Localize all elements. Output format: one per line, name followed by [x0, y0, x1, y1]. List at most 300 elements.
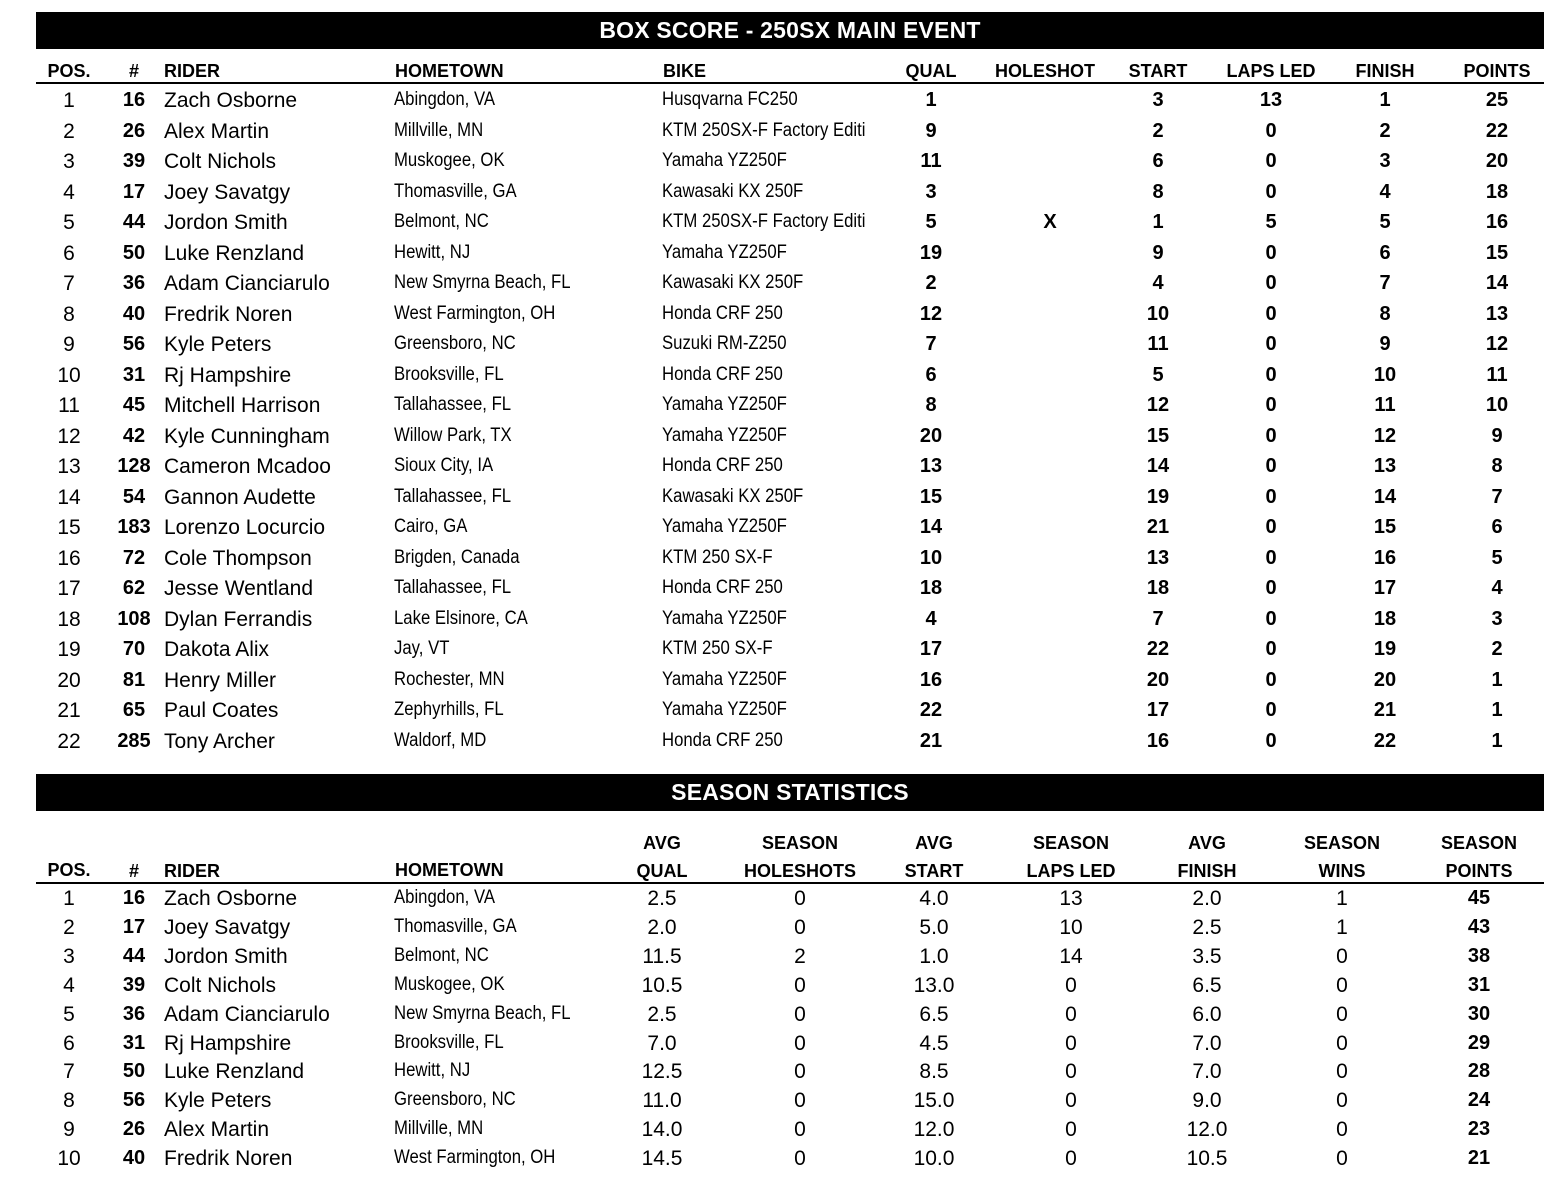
- laps-led-cell: 0: [1265, 333, 1277, 355]
- pos-cell: 6: [63, 1031, 75, 1055]
- laps-led-cell: 0: [1065, 1060, 1077, 1084]
- start-cell: 6: [1152, 150, 1164, 172]
- avg-finish-cell: 3.5: [1192, 944, 1222, 968]
- number-cell: 31: [122, 363, 146, 386]
- bike-cell: Yamaha YZ250F: [662, 394, 787, 415]
- number-cell: 54: [122, 485, 146, 508]
- finish-cell: 22: [1373, 729, 1397, 752]
- laps-led-cell: 13: [1059, 887, 1083, 910]
- season-stats-title-bar: [36, 774, 1544, 811]
- pos-cell: 5: [63, 1002, 75, 1026]
- wins-cell: 1: [1336, 887, 1348, 910]
- bike-cell: Kawasaki KX 250F: [662, 180, 804, 202]
- pos-cell: 22: [57, 729, 81, 753]
- rider-cell: Gannon Audette: [164, 485, 316, 509]
- laps-led-cell: 0: [1265, 516, 1277, 538]
- hometown-cell: New Smyrna Beach, FL: [394, 272, 571, 293]
- avg-start-cell: 4.5: [919, 1031, 949, 1055]
- rider-cell: Luke Renzland: [164, 241, 305, 265]
- bike-cell: Yamaha YZ250F: [662, 699, 787, 720]
- laps-led-cell: 0: [1265, 577, 1277, 599]
- table-row: [0, 1032, 1544, 1062]
- table-row: [0, 547, 1544, 577]
- avg-finish-cell: 2.5: [1192, 915, 1222, 939]
- pos-cell: 9: [63, 1118, 75, 1142]
- hometown-cell: Muskogee, OK: [394, 973, 505, 995]
- number-cell: 108: [117, 607, 151, 630]
- points-cell: 8: [1491, 455, 1503, 477]
- avg-qual-cell: 12.5: [641, 1060, 683, 1084]
- avg-qual-cell: 2.5: [647, 1002, 677, 1026]
- rider-cell: Tony Archer: [164, 729, 275, 753]
- finish-cell: 12: [1373, 424, 1397, 447]
- header-points-2: POINTS: [1445, 861, 1513, 881]
- rider-cell: Kyle Peters: [164, 333, 272, 356]
- points-cell: 24: [1467, 1089, 1491, 1112]
- hometown-cell: Thomasville, GA: [394, 180, 517, 202]
- header-bike: BIKE: [663, 61, 707, 81]
- points-cell: 18: [1485, 180, 1509, 203]
- table-row: [0, 425, 1544, 455]
- finish-cell: 20: [1373, 668, 1397, 691]
- pos-cell: 19: [57, 638, 81, 661]
- holeshots-cell: 0: [794, 887, 806, 910]
- hometown-cell: Jay, VT: [394, 638, 450, 659]
- finish-cell: 9: [1379, 333, 1391, 355]
- hometown-cell: New Smyrna Beach, FL: [394, 1002, 571, 1024]
- avg-finish-cell: 10.5: [1186, 1147, 1228, 1171]
- holeshots-cell: 0: [794, 1118, 806, 1142]
- hometown-cell: West Farmington, OH: [394, 302, 556, 324]
- table-row: [0, 455, 1544, 485]
- qual-cell: 1: [925, 89, 937, 111]
- header-pos: POS.: [47, 61, 91, 81]
- pos-cell: 5: [63, 211, 75, 234]
- bike-cell: Husqvarna FC250: [662, 89, 798, 110]
- header-hometown: HOMETOWN: [395, 61, 504, 81]
- hometown-cell: West Farmington, OH: [394, 1147, 556, 1169]
- header-avg-start-1: AVG: [915, 833, 953, 853]
- laps-led-cell: 0: [1065, 1002, 1077, 1026]
- header-rider: RIDER: [164, 861, 221, 881]
- header-pos: POS.: [47, 860, 91, 880]
- qual-cell: 20: [919, 424, 943, 447]
- points-cell: 6: [1491, 516, 1503, 538]
- avg-finish-cell: 6.5: [1192, 973, 1222, 997]
- pos-cell: 15: [57, 516, 81, 539]
- pos-cell: 12: [57, 424, 81, 448]
- header-holeshots-2: HOLESHOTS: [743, 861, 856, 881]
- rider-cell: Luke Renzland: [164, 1060, 305, 1084]
- header-hometown: HOMETOWN: [395, 860, 504, 880]
- laps-led-cell: 13: [1259, 89, 1283, 111]
- header-avg-qual-2: QUAL: [636, 861, 688, 881]
- header-divider: [36, 82, 1544, 84]
- laps-led-cell: 0: [1265, 424, 1277, 447]
- table-row: [0, 211, 1544, 241]
- start-cell: 1: [1152, 211, 1164, 233]
- qual-cell: 17: [919, 638, 943, 660]
- bike-cell: KTM 250 SX-F: [662, 638, 773, 659]
- rider-cell: Zach Osborne: [164, 89, 298, 112]
- finish-cell: 15: [1373, 516, 1397, 538]
- avg-finish-cell: 7.0: [1192, 1060, 1222, 1084]
- start-cell: 3: [1152, 89, 1164, 111]
- avg-start-cell: 12.0: [913, 1118, 955, 1142]
- number-cell: 40: [122, 302, 146, 325]
- laps-led-cell: 0: [1265, 363, 1277, 386]
- pos-cell: 4: [63, 180, 75, 204]
- qual-cell: 12: [919, 302, 943, 325]
- holeshots-cell: 0: [794, 1089, 806, 1113]
- hometown-cell: Brooksville, FL: [394, 1031, 504, 1053]
- number-cell: 42: [122, 424, 146, 447]
- points-cell: 13: [1485, 302, 1509, 325]
- points-cell: 22: [1485, 119, 1509, 142]
- number-cell: 36: [122, 272, 146, 294]
- table-row: [0, 887, 1544, 917]
- pos-cell: 2: [63, 915, 75, 939]
- hometown-cell: Cairo, GA: [394, 516, 468, 537]
- pos-cell: 1: [63, 887, 75, 910]
- laps-led-cell: 0: [1065, 1089, 1077, 1113]
- hometown-cell: Millville, MN: [394, 1118, 484, 1140]
- points-cell: 7: [1491, 485, 1503, 508]
- laps-led-cell: 0: [1265, 668, 1277, 691]
- table-row: [0, 669, 1544, 699]
- header-avg-qual-1: AVG: [643, 833, 681, 853]
- wins-cell: 0: [1336, 973, 1348, 997]
- avg-start-cell: 13.0: [913, 973, 955, 997]
- start-cell: 21: [1146, 516, 1170, 538]
- hometown-cell: Waldorf, MD: [394, 729, 487, 751]
- number-cell: 40: [122, 1147, 146, 1170]
- hometown-cell: Tallahassee, FL: [394, 485, 512, 507]
- wins-cell: 0: [1336, 1060, 1348, 1084]
- table-row: [0, 1003, 1544, 1033]
- avg-finish-cell: 7.0: [1192, 1031, 1222, 1055]
- laps-led-cell: 5: [1265, 211, 1277, 233]
- pos-cell: 8: [63, 302, 75, 326]
- avg-start-cell: 6.5: [919, 1002, 949, 1026]
- qual-cell: 2: [925, 272, 937, 294]
- avg-start-cell: 4.0: [919, 887, 949, 910]
- header-qual: QUAL: [905, 61, 957, 81]
- qual-cell: 18: [919, 577, 943, 599]
- number-cell: 36: [122, 1002, 146, 1025]
- table-row: [0, 916, 1544, 946]
- table-row: [0, 120, 1544, 150]
- avg-start-cell: 5.0: [919, 915, 949, 939]
- hometown-cell: Belmont, NC: [394, 944, 489, 966]
- points-cell: 11: [1486, 363, 1508, 386]
- start-cell: 11: [1147, 333, 1169, 355]
- pos-cell: 8: [63, 1089, 75, 1113]
- points-cell: 30: [1467, 1002, 1491, 1025]
- table-row: [0, 150, 1544, 180]
- qual-cell: 15: [919, 485, 943, 508]
- hometown-cell: Brooksville, FL: [394, 363, 504, 385]
- finish-cell: 2: [1379, 119, 1391, 142]
- qual-cell: 11: [920, 150, 942, 172]
- start-cell: 20: [1146, 668, 1170, 691]
- bike-cell: Yamaha YZ250F: [662, 516, 787, 537]
- header-laps-led-1: SEASON: [1032, 833, 1110, 853]
- points-cell: 21: [1467, 1147, 1491, 1170]
- header-avg-start-2: START: [904, 861, 964, 881]
- laps-led-cell: 0: [1265, 546, 1277, 569]
- header-num: #: [128, 61, 139, 81]
- avg-qual-cell: 11.0: [642, 1089, 682, 1113]
- finish-cell: 17: [1373, 577, 1397, 599]
- rider-cell: Alex Martin: [164, 119, 270, 143]
- pos-cell: 9: [63, 333, 75, 356]
- finish-cell: 4: [1379, 180, 1391, 203]
- number-cell: 56: [122, 1089, 146, 1112]
- holeshots-cell: 0: [794, 1031, 806, 1055]
- holeshots-cell: 2: [794, 944, 806, 968]
- holeshots-cell: 0: [794, 1060, 806, 1084]
- number-cell: 70: [122, 638, 146, 660]
- laps-led-cell: 0: [1065, 1031, 1077, 1055]
- qual-cell: 6: [925, 363, 937, 386]
- header-wins-2: WINS: [1318, 861, 1366, 881]
- number-cell: 44: [122, 211, 146, 233]
- bike-cell: Yamaha YZ250F: [662, 150, 787, 171]
- header-rider: RIDER: [164, 61, 221, 81]
- table-row: [0, 364, 1544, 394]
- bike-cell: Honda CRF 250: [662, 302, 783, 324]
- table-row: [0, 730, 1544, 760]
- rider-cell: Dakota Alix: [164, 638, 270, 661]
- rider-cell: Fredrik Noren: [164, 1147, 293, 1171]
- finish-cell: 13: [1373, 455, 1397, 477]
- wins-cell: 0: [1336, 1031, 1348, 1055]
- bike-cell: Yamaha YZ250F: [662, 424, 787, 446]
- avg-qual-cell: 14.0: [641, 1118, 683, 1142]
- table-row: [0, 1118, 1544, 1148]
- hometown-cell: Greensboro, NC: [394, 333, 516, 354]
- avg-finish-cell: 6.0: [1192, 1002, 1222, 1026]
- avg-qual-cell: 11.5: [642, 944, 682, 968]
- points-cell: 28: [1467, 1060, 1491, 1083]
- start-cell: 14: [1146, 455, 1170, 477]
- table-row: [0, 638, 1544, 668]
- rider-cell: Jordon Smith: [164, 944, 288, 968]
- rider-cell: Colt Nichols: [164, 150, 277, 173]
- points-cell: 25: [1485, 89, 1509, 111]
- start-cell: 2: [1152, 119, 1164, 142]
- points-cell: 9: [1491, 424, 1503, 447]
- table-row: [0, 394, 1544, 424]
- pos-cell: 7: [63, 1060, 75, 1084]
- rider-cell: Kyle Peters: [164, 1089, 272, 1113]
- bike-cell: Suzuki RM-Z250: [662, 333, 787, 354]
- avg-start-cell: 8.5: [919, 1060, 949, 1084]
- points-cell: 1: [1491, 729, 1503, 752]
- number-cell: 50: [122, 241, 146, 264]
- pos-cell: 13: [57, 455, 81, 478]
- table-row: [0, 1089, 1544, 1119]
- rider-cell: Adam Cianciarulo: [164, 1002, 330, 1026]
- laps-led-cell: 10: [1059, 915, 1083, 939]
- rider-cell: Mitchell Harrison: [164, 394, 321, 417]
- avg-finish-cell: 12.0: [1186, 1118, 1228, 1142]
- number-cell: 128: [117, 455, 151, 477]
- rider-cell: Joey Savatgy: [164, 180, 291, 204]
- qual-cell: 19: [919, 241, 943, 264]
- number-cell: 17: [122, 915, 146, 938]
- laps-led-cell: 14: [1059, 944, 1083, 968]
- number-cell: 62: [122, 577, 146, 599]
- pos-cell: 17: [57, 577, 81, 600]
- points-cell: 29: [1467, 1031, 1491, 1054]
- number-cell: 50: [122, 1060, 146, 1083]
- laps-led-cell: 0: [1265, 607, 1277, 630]
- header-laps-led: LAPS LED: [1226, 61, 1316, 81]
- start-cell: 12: [1146, 394, 1170, 416]
- wins-cell: 0: [1336, 944, 1348, 968]
- start-cell: 9: [1152, 241, 1164, 264]
- wins-cell: 1: [1336, 915, 1348, 939]
- avg-qual-cell: 2.0: [647, 915, 677, 939]
- rider-cell: Cole Thompson: [164, 546, 312, 570]
- qual-cell: 22: [919, 699, 943, 721]
- number-cell: 17: [122, 180, 146, 203]
- header-wins-1: SEASON: [1303, 833, 1381, 853]
- avg-start-cell: 10.0: [913, 1147, 955, 1171]
- bike-cell: Honda CRF 250: [662, 455, 783, 476]
- laps-led-cell: 0: [1265, 302, 1277, 325]
- rider-cell: Rj Hampshire: [164, 1031, 292, 1055]
- pos-cell: 11: [58, 394, 80, 417]
- holeshots-cell: 0: [794, 1002, 806, 1026]
- points-cell: 3: [1491, 607, 1503, 630]
- bike-cell: Honda CRF 250: [662, 729, 783, 751]
- finish-cell: 3: [1379, 150, 1391, 172]
- header-divider: [36, 882, 1544, 884]
- number-cell: 72: [122, 546, 146, 569]
- number-cell: 26: [122, 119, 146, 142]
- hometown-cell: Abingdon, VA: [394, 887, 496, 908]
- hometown-cell: Tallahassee, FL: [394, 394, 512, 415]
- hometown-cell: Willow Park, TX: [394, 424, 512, 446]
- table-row: [0, 577, 1544, 607]
- rider-cell: Adam Cianciarulo: [164, 272, 330, 295]
- box-score-title: BOX SCORE - 250SX MAIN EVENT: [599, 17, 981, 43]
- table-row: [0, 181, 1544, 211]
- start-cell: 13: [1146, 546, 1170, 569]
- laps-led-cell: 0: [1265, 394, 1277, 416]
- header-holeshot: HOLESHOT: [994, 61, 1095, 81]
- header-laps-led-2: LAPS LED: [1026, 861, 1116, 881]
- number-cell: 39: [122, 973, 146, 996]
- points-cell: 1: [1491, 668, 1503, 691]
- finish-cell: 5: [1379, 211, 1391, 233]
- hometown-cell: Greensboro, NC: [394, 1089, 516, 1111]
- points-cell: 15: [1485, 241, 1509, 264]
- header-start: START: [1128, 61, 1188, 81]
- laps-led-cell: 0: [1065, 1118, 1077, 1142]
- avg-qual-cell: 10.5: [641, 973, 683, 997]
- table-row: [0, 945, 1544, 975]
- number-cell: 39: [122, 150, 146, 172]
- avg-qual-cell: 7.0: [647, 1031, 677, 1055]
- finish-cell: 16: [1373, 546, 1397, 569]
- finish-cell: 11: [1374, 394, 1396, 416]
- table-row: [0, 303, 1544, 333]
- bike-cell: KTM 250SX-F Factory Editi: [662, 211, 866, 232]
- pos-cell: 16: [57, 546, 81, 570]
- qual-cell: 9: [925, 119, 937, 142]
- start-cell: 8: [1152, 180, 1164, 203]
- box-score-title-bar: [36, 12, 1544, 49]
- number-cell: 16: [122, 89, 146, 111]
- laps-led-cell: 0: [1265, 241, 1277, 264]
- header-holeshots-1: SEASON: [761, 833, 839, 853]
- rider-cell: Lorenzo Locurcio: [164, 516, 326, 539]
- table-row: [0, 333, 1544, 363]
- start-cell: 5: [1152, 363, 1164, 386]
- qual-cell: 14: [919, 516, 943, 538]
- bike-cell: Kawasaki KX 250F: [662, 485, 804, 507]
- header-avg-finish-2: FINISH: [1177, 861, 1237, 881]
- rider-cell: Fredrik Noren: [164, 302, 293, 326]
- pos-cell: 3: [63, 150, 75, 173]
- rider-cell: Colt Nichols: [164, 973, 277, 997]
- points-cell: 5: [1491, 546, 1503, 569]
- rider-cell: Kyle Cunningham: [164, 424, 330, 448]
- points-cell: 45: [1467, 887, 1491, 909]
- number-cell: 44: [122, 944, 146, 967]
- start-cell: 10: [1146, 302, 1170, 325]
- bike-cell: Yamaha YZ250F: [662, 668, 787, 690]
- start-cell: 17: [1146, 699, 1170, 721]
- rider-cell: Joey Savatgy: [164, 915, 291, 939]
- laps-led-cell: 0: [1265, 180, 1277, 203]
- pos-cell: 21: [57, 699, 81, 722]
- avg-qual-cell: 2.5: [647, 887, 677, 910]
- holeshots-cell: 0: [794, 973, 806, 997]
- rider-cell: Paul Coates: [164, 699, 279, 722]
- start-cell: 18: [1146, 577, 1170, 599]
- wins-cell: 0: [1336, 1147, 1348, 1171]
- finish-cell: 18: [1373, 607, 1397, 630]
- header-points: POINTS: [1463, 61, 1531, 81]
- number-cell: 45: [122, 394, 146, 416]
- hometown-cell: Zephyrhills, FL: [394, 699, 504, 720]
- rider-cell: Zach Osborne: [164, 887, 298, 910]
- table-row: [0, 516, 1544, 546]
- finish-cell: 6: [1379, 241, 1391, 264]
- start-cell: 16: [1146, 729, 1170, 752]
- number-cell: 31: [122, 1031, 146, 1054]
- rider-cell: Alex Martin: [164, 1118, 270, 1142]
- wins-cell: 0: [1336, 1118, 1348, 1142]
- start-cell: 19: [1146, 485, 1170, 508]
- qual-cell: 16: [919, 668, 943, 691]
- points-cell: 14: [1485, 272, 1509, 294]
- number-cell: 65: [122, 699, 146, 721]
- points-cell: 38: [1467, 944, 1491, 967]
- laps-led-cell: 0: [1265, 485, 1277, 508]
- laps-led-cell: 0: [1265, 729, 1277, 752]
- hometown-cell: Belmont, NC: [394, 211, 489, 232]
- pos-cell: 3: [63, 944, 75, 968]
- season-stats-title: SEASON STATISTICS: [671, 779, 909, 805]
- holeshots-cell: 0: [794, 1147, 806, 1171]
- points-cell: 31: [1467, 973, 1491, 996]
